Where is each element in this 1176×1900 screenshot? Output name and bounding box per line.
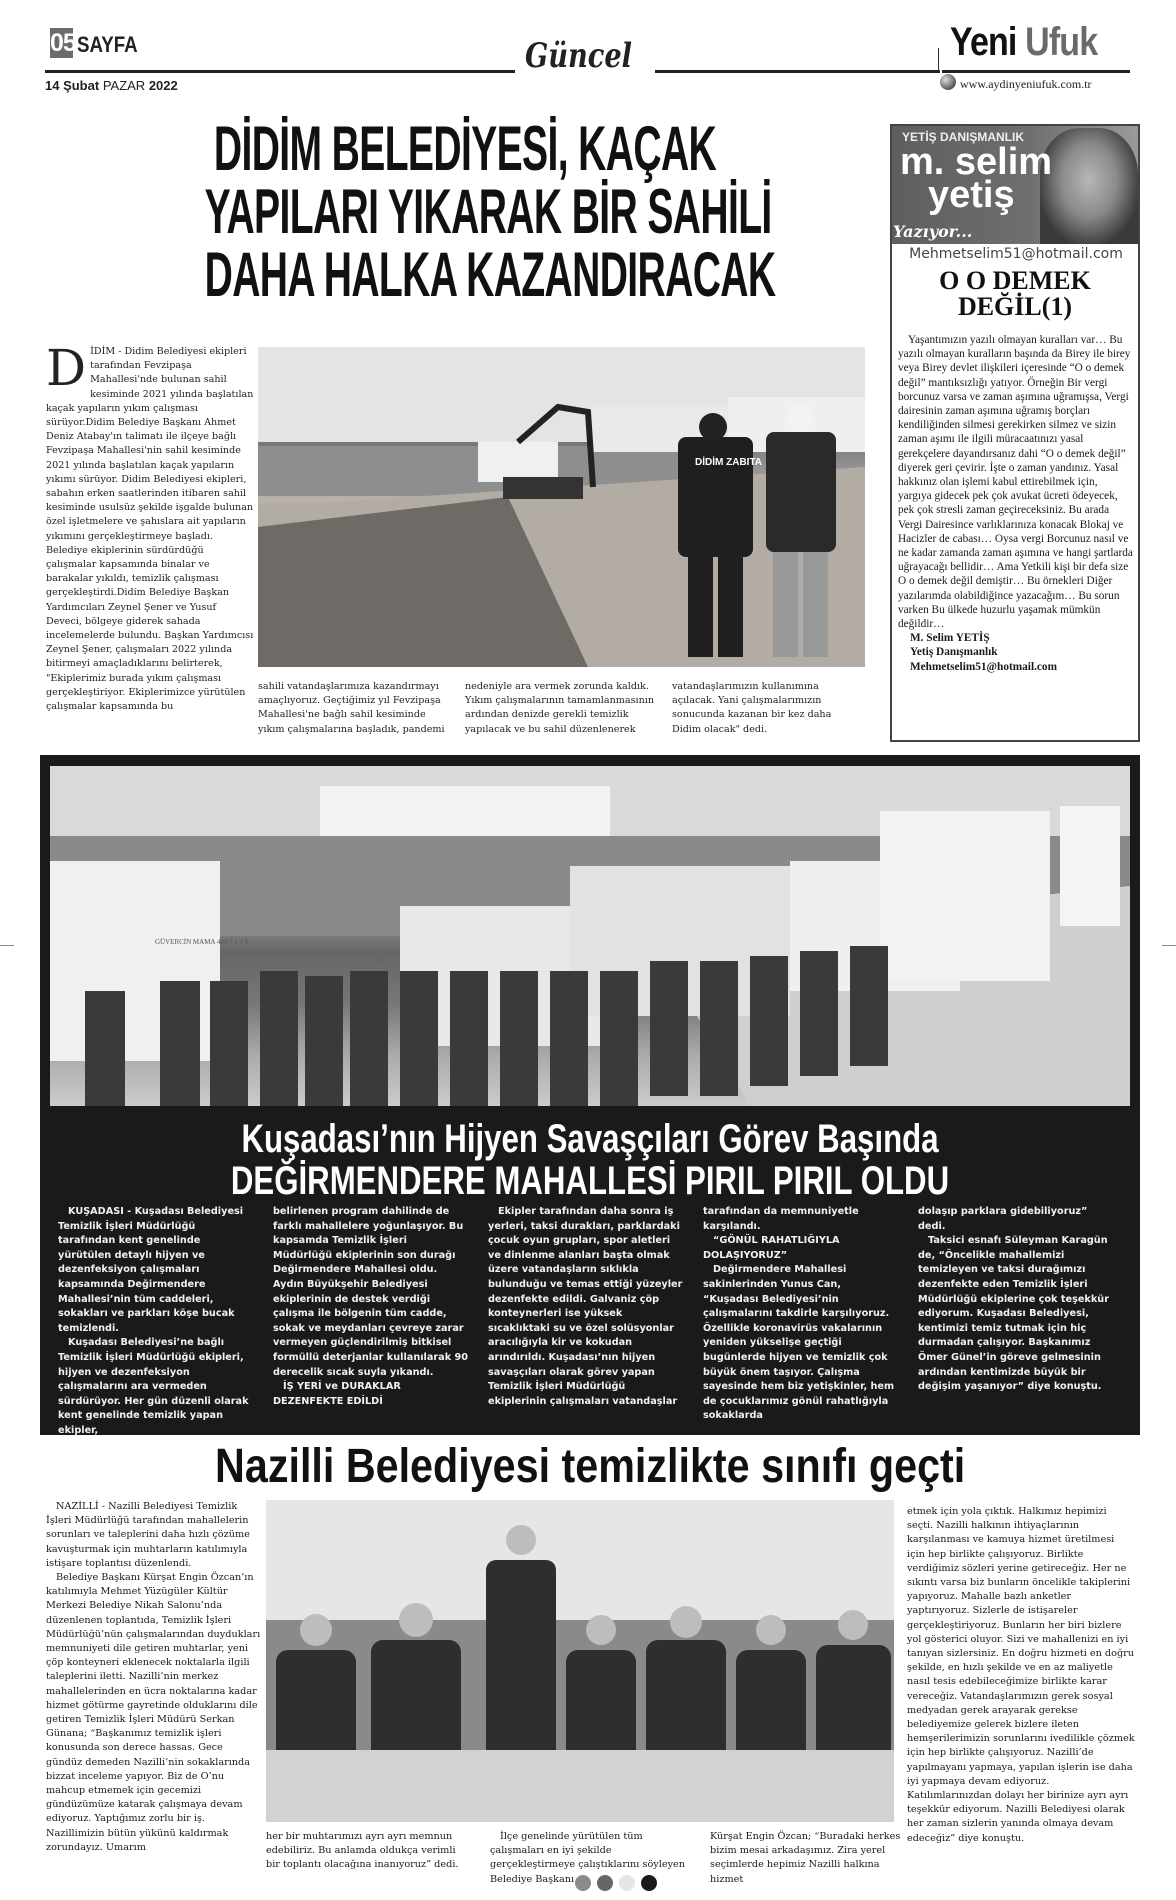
subheading-text: İŞ YERİ ve DURAKLAR DEZENFEKTE EDİLDİ: [273, 1381, 401, 1407]
paragraph: [46, 1500, 262, 1571]
paragraph-text: KUŞADASI - Kuşadası Belediyesi Temizlik İşleri Müdürlüğü tarafından kent genelinde yürütülen detaylı hijyen ve dezenfeksiyon çalışmaları kapsamında Değirmendere Mahallesi’nin tüm caddeleri, sokakları ve parkları köşe bucak temizlendi.: [58, 1206, 244, 1334]
issue-date: [45, 78, 178, 93]
paragraph-text: Taksici esnafı Süleyman Karagün de, “Öncelikle mahallemizi temizleyen ve taksi durağımızı dezenfekte eden Temizlik İşleri Müdürlüğü ekiplerine çok teşekkür ediyorum. Kuşadası Belediyesi, kentimizi temiz tutmak için hiç durmadan çalışıyor. Başkanımız Ömer Günel’in göreve gelmesinin ardından kentimizde büyük bir değişim yaşanıyor” diye konuştu.: [918, 1235, 1109, 1393]
headline-line: YAPILARI YIKARAK BİR SAHİLİ: [204, 177, 772, 247]
registration-dot: [575, 1875, 591, 1891]
date-day: 14 Şubat: [45, 78, 100, 93]
paragraph-text: Kuşadası Belediyesi’ne bağlı Temizlik İşleri Müdürlüğü ekipleri, hijyen ve dezenfeksiyon çalışmalarını ara vermeden sürdürüyor. Her gün düzenli olarak kent genelinde temizlik yapan ekipler,: [58, 1337, 249, 1436]
columnist-company: YETİŞ DANIŞMANLIK: [902, 130, 1025, 144]
registration-dot: [641, 1875, 657, 1891]
paragraph-text: Ekipler tarafından daha sonra iş yerleri, taksi durakları, parklardaki çocuk oyun grupları, spor aletleri ve dinlenme alanları başta olmak üzere vatandaşların sıklıkla bulunduğu ve temas ettiği yüzeyler dezenfekte edildi. Galvaniz çöp konteynerleri ise yüksek sıcaklıktaki su ve özel solüsyonlar aracılığıyla kir ve kokudan arındırıldı. Kuşadası’nın hijyen savaşçıları olarak görev yapan Temizlik İşleri Müdürlüğü ekiplerinin çalışmaları vatandaşlar: [488, 1206, 683, 1407]
paragraph-text: Belediye Başkanı Kürşat Engin Özcan’ın katılımıyla Mehmet Yüzügüler Kültür Merkezi Belediye Nikah Salonu’nda düzenlenen toplantıda, Temizlik İşleri Müdürlüğü’nün çalışmalarından duydukları memnuniyeti dile getiren muhtarlar, yeni çöp konteyneri eklenecek noktalarla ilgili taleplerini iletti. Nazilli’nin merkez mahallelerinden en ücra noktalarına kadar hizmet götürme gayretinde olduklarını dile getiren Temizlik İşleri Müdürü Serkan Günana; “Başkanımız temizlik işleri konusunda son derece hassas. Gece gündüz demeden Nazilli’nin sokaklarında bizzat inceleme yapıyor. Biz de O’nu mahcup etmemek için gecemizi gündüzümüze katarak çalışmaya devam ediyoruz. Yaptığımız zorlu bir iş. Nazillimizin bütün yükünü kaldırmak zorundayız. Umarım: [46, 1572, 261, 1853]
column-title-line: O O DEMEK: [939, 266, 1091, 295]
logo-first-word: Yeni: [950, 20, 1017, 64]
subheading: [273, 1380, 469, 1409]
article1-lead-text: İDİM - Didim Belediyesi ekipleri tarafından Fevzipaşa Mahallesi'nde bulunan sahil kesiminde 2021 yılında başlatılan kaçak yapıların yıkım çalışması sürüyor.Didim Belediye Başkanı Ahmet Deniz Atabay'ın talimatı ile ilçeye bağlı Fevzipaşa Mahallesi'nin sahil kesiminde 2021 yılında başlatılan kaçak yapıların yıkımı sürüyor. Didim Belediyesi ekipleri, sabahın erken saatlerinden itibaren sahil kesiminde usulsüz şekilde işgalde bulunan özel işletmelere ve şahıslara ait yapıların yıkımını gerçekleştirmeye başladı. Belediye ekiplerinin sürdürdüğü çalışmalar kapsamında binalar ve barakalar yıkıldı, temizlik çalışması gerçekleştirdi.Didim Belediye Başkan Yardımcıları Zeynel Şener ve Yusuf Deveci, bölgeye giderek sahada incelemelerde bulundu. Başkan Yardımcısı Zeynel Şener, çalışmaları 2022 yılında bitirmeyi amaçladıklarını belirterek, "Ekiplerimiz burada yıkım çalışması gerçekleştiriyor. Ekiplerimizce yürütülen çalışmalar kapsamında bu: [46, 346, 254, 713]
photo-illustration: [266, 1500, 894, 1822]
column-body-text: [898, 333, 1134, 631]
article1-lead-column: [46, 339, 254, 714]
article1-continued-col2: nedeniyle ara vermek zorunda kaldık. Yıkım çalışmalarının tamamlanmasının ardından denizde gerekli temizlik yapılacak ve bu sahil düzenlenerek: [465, 681, 655, 735]
newspaper-logo: [950, 20, 1097, 65]
website-link[interactable]: www.aydinyeniufuk.com.tr: [960, 77, 1092, 91]
photo-illustration: [50, 766, 1130, 1106]
signature-email[interactable]: Mehmetselim51@hotmail.com: [910, 660, 1057, 673]
article2-headline: [45, 1118, 1135, 1202]
registration-dot: [597, 1875, 613, 1891]
column-title: [895, 268, 1135, 320]
column-body-paragraph: Yaşantımızın yazılı olmayan kuralları var… Bu yazılı olmayan kuralların başında da Birey ile birey veya Birey devlet ilişkileri içeresinde “O o demek değil” mantıksızlığı yatıyor. Örneğin Bir vergi borcunuz varsa ve zaman aşımına uğramışsa, Vergi dairesinin zaman aşımına uğramış borçları kendiliğinden silmesi gerekirken silmez ve sizin zaman aşımı ile ilgili müracaatınızı yasal gerekçelere dayandırsanız dahi “O o demek değil” diyerek geri çevirir. İşte o zaman yandınız. Yasal hakkınız olan işlemi kabul ettirebilmek için, yargıya gidecek pek çok avukat ücreti ödeyecek, pek çok stresli zaman geçireceksiniz. Bu arada Vergi Dairesince varlıklarınıza konacak Blokaj ve Hacizler de cabası… Oysa vergi Borcunuz nasıl ve ne kadar zamanda zaman aşımına ve hangi şartlarda uğrayacağı bellidir… Ama Yetkili kişi bir defa size O o demek değil demiştir… Bu örnekleri Diğer yazılarımda olabildiğince yazacağım… Bu sorun varken Bu ülkede huzurlu yaşamak mümkün değildir…: [898, 334, 1133, 631]
article3-headline: [40, 1440, 1140, 1494]
masthead-rule: [655, 70, 940, 73]
masthead-rule: [942, 70, 1130, 73]
column-body: [898, 333, 1134, 674]
paragraph-text: Değirmendere Mahallesi sakinlerinden Yunus Can, “Kuşadası Belediyesi’nin çalışmalarını takdirle karşılıyoruz. Özellikle koronavirüs vakalarının yeniden yükselişe geçtiği bugünlerde hijyen ve temizlik çok büyük önem taşıyor. Çalışma sayesinde hem biz yetişkinler, hem de çocuklarımız gönül rahatlığıyla sokaklarda: [703, 1264, 895, 1422]
masthead-divider: [938, 48, 939, 72]
article1-continued-col1: sahili vatandaşlarımıza kazandırmayı amaçlıyoruz. Geçtiğimiz yıl Fevzipaşa Mahallesi'ne bağlı sahil kesiminde yıkım çalışmalarına başladık, pandemi: [258, 681, 445, 735]
columnist-tagline: Yazıyor...: [893, 222, 973, 241]
article2-col2: [273, 1205, 469, 1409]
article1-headline: [45, 114, 885, 310]
vest-text: DİDİM ZABITA: [695, 457, 763, 468]
paragraph: [58, 1205, 254, 1336]
paragraph: [488, 1205, 684, 1409]
masthead-rule: [45, 70, 515, 73]
columnist-email[interactable]: Mehmetselim51@hotmail.com: [909, 246, 1123, 262]
article2-photo-cleaning-crew: [50, 766, 1130, 1106]
article1-photo-demolition-site: [258, 347, 865, 667]
article3-col1: [46, 1500, 262, 1855]
paragraph-text: İlçe genelinde yürütülen tüm çalışmaları en iyi şekilde gerçekleştirmeye çalıştıklarını söyleyen Belediye Başkanı: [490, 1831, 686, 1885]
signature-name: M. Selim YETİŞ: [910, 632, 990, 645]
column-title-line: DEĞİL(1): [957, 292, 1073, 321]
article3-photo-meeting: [266, 1500, 894, 1822]
paragraph: [703, 1263, 899, 1424]
article2-headline-line1: Kuşadası’nın Hijyen Savaşçıları Görev Başında: [241, 1117, 939, 1161]
page-number: 05: [50, 29, 76, 57]
crop-mark: [0, 945, 14, 946]
date-weekday: PAZAR: [102, 78, 146, 93]
article3-continued-col3: Kürşat Engin Özcan; “Buradaki herkes bizim mesai arkadaşımız. Zira yerel seçimlerde hepimiz Nazilli halkına hizmet: [710, 1831, 901, 1885]
article2-col1: [58, 1205, 254, 1439]
article3-col3: etmek için yola çıktık. Halkımız hepimizi seçti. Nazilli halkının ihtiyaçlarının karşılanması ve kamuya hizmet üretilmesi için hep birlikte çalışıyoruz. Birlikte verdiğimiz sözleri yerine getireceğiz. Her ne sıkıntı varsa biz bunların öncelikle takiplerini yapıyoruz. Mahalle bazlı anketler yaptırıyoruz. Sizlerle de istişareler gerçekleştiriyoruz. Bunların her biri bizlere yol gösterici oluyor. Sizi ve mahallenizi en iyi tanıyan sizlersiniz. En doğru hizmeti en doğru şekilde, en hızlı şekilde ve en az maliyetle nasıl tesis edebileceğimize birlikte karar vereceğiz. Vatandaşlarımızın gerek sosyal medyadan gerek arayarak gerekse belediyemize gelerek bizlere ileten hemşerilerimizin sorunlarını ivedilikle çözmek için hep birlikte çalışıyoruz. Nazilli’de yapılmayanı yapmaya, yapılan işlerin ise daha iyi yapmaya devam ediyoruz. Katılımlarınızdan dolayı her birinize ayrı ayrı teşekkür ediyorum. Nazilli Belediyesi olarak her zaman sizlerin yanında olmaya devam edeceğiz” diye konuştu.: [907, 1506, 1135, 1844]
van-text: GÜVERCİN MAMA 444 7 1 1 6: [155, 938, 249, 946]
article2-col3: [488, 1205, 684, 1409]
logo-second-word: Ufuk: [1025, 20, 1098, 64]
signature-company: Yetiş Danışmanlık: [910, 646, 998, 659]
paragraph: [918, 1234, 1114, 1395]
registration-dot: [619, 1875, 635, 1891]
article3-continued-col1: her bir muhtarımızı ayrı ayrı memnun edebiliriz. Bu anlamda oldukça verimli bir toplantı olacağına inanıyoruz” dedi.: [266, 1831, 459, 1871]
date-year: 2022: [148, 78, 178, 93]
subheading: [703, 1234, 899, 1263]
article2-headline-line2: DEĞİRMENDERE MAHALLESİ PIRIL PIRIL OLDU: [230, 1159, 950, 1203]
color-registration-marks: [575, 1875, 657, 1891]
paragraph-text: belirlenen program dahilinde de farklı mahallelere yoğunlaşıyor. Bu kapsamda Temizlik İşleri Müdürlüğü ekiplerinin son durağı Değirmendere Mahallesi oldu. Aydın Büyükşehir Belediyesi ekiplerinin de destek verdiği çalışma ile bölgenin tüm cadde, sokak ve meydanları çevreye zarar vermeyen güçlendirilmiş bitkisel formüllü deterjanlar kullanılarak 90 derecelik sıcak suyla yıkandı.: [273, 1206, 468, 1378]
headline-line: DİDİM BELEDİYESİ, KAÇAK: [213, 114, 717, 184]
globe-icon: [940, 74, 956, 90]
photo-illustration: [258, 347, 865, 667]
article3-headline-text: Nazilli Belediyesi temizlikte sınıfı geçti: [214, 1440, 966, 1493]
article2-col4: [703, 1205, 899, 1424]
paragraph: [58, 1336, 254, 1438]
columnist-name-line1: m. selim: [900, 141, 1053, 183]
drop-cap: D: [46, 339, 87, 397]
paragraph-text: tarafından da memnuniyetle karşılandı.: [703, 1206, 859, 1232]
subheading-text: “GÖNÜL RAHATLIĞIYLA DOLAŞIYORUZ”: [703, 1235, 840, 1261]
columnist-portrait: [1040, 128, 1138, 244]
page-label: SAYFA: [77, 32, 138, 57]
section-title: Güncel: [525, 36, 632, 76]
columnist-name-line2: yetiş: [928, 174, 1015, 216]
paragraph-text: NAZİLLİ - Nazilli Belediyesi Temizlik İşleri Müdürlüğü tarafından mahallelerin sorunları ve taleplerini daha hızlı çözüme kavuşturmak için muhtarların katılımıyla istişare toplantısı düzenlendi.: [46, 1501, 250, 1569]
crop-mark: [1162, 945, 1176, 946]
paragraph-text: dolaşıp parklara gidebiliyoruz” dedi.: [918, 1206, 1088, 1232]
paragraph: [46, 1571, 262, 1855]
article1-continued-col3: vatandaşlarımızın kullanımına açılacak. Yani çalışmalarımızın sonucunda kazanan bir kez daha Didim olacak" dedi.: [672, 681, 832, 735]
headline-line: DAHA HALKA KAZANDIRACAK: [204, 240, 776, 310]
article2-col5: [918, 1205, 1114, 1395]
